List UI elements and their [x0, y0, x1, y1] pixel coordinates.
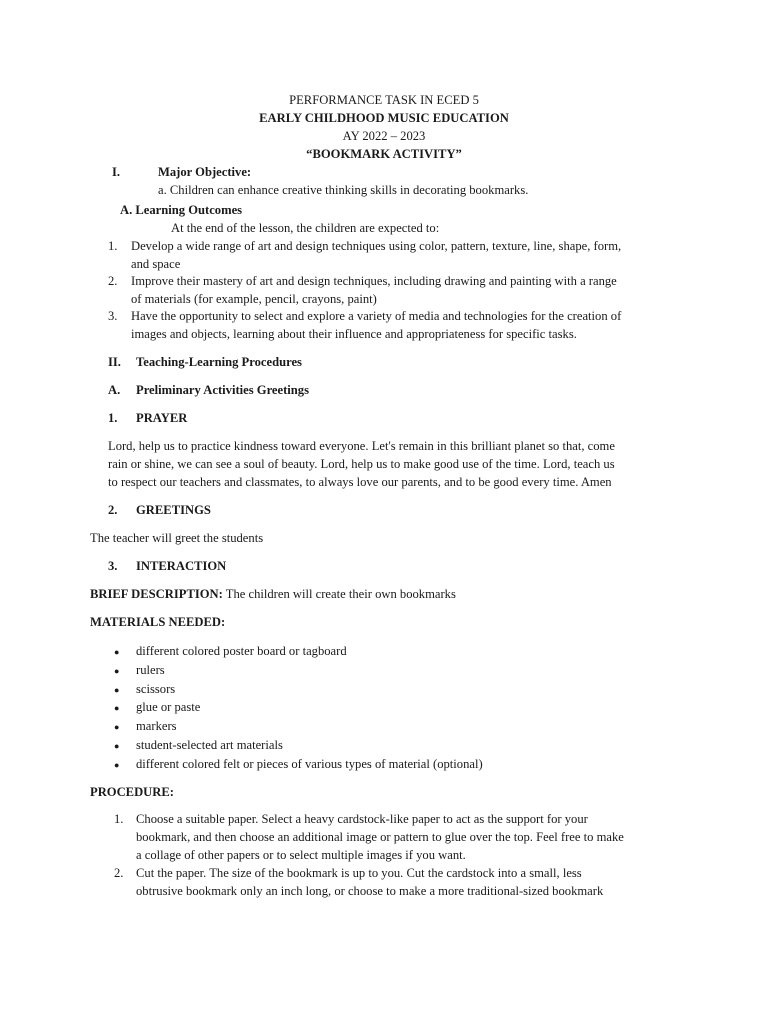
procedure-line: Cut the paper. The size of the bookmark is up to you. Cut the cardstock into a small, less	[136, 866, 582, 880]
materials-title: MATERIALS NEEDED:	[90, 615, 226, 629]
material-text: markers	[136, 719, 177, 734]
procedure-number: 1.	[114, 812, 124, 826]
objective-line	[158, 182, 528, 200]
material-text: rulers	[136, 662, 165, 677]
greetings-text: The teacher will greet the students	[90, 531, 264, 545]
outcome-line: Have the opportunity to select and explore a variety of media and technologies for the creation of	[131, 309, 622, 323]
material-text: scissors	[136, 681, 176, 696]
outcome-line: and space	[131, 257, 181, 271]
interaction-title: INTERACTION	[136, 559, 227, 573]
prayer-line: to respect our teachers and classmates, to always love our parents, and to be good every time. Amen	[108, 475, 612, 489]
outcome-line: Improve their mastery of art and design techniques, including drawing and painting with a range	[131, 274, 617, 288]
header-line-2: EARLY CHILDHOOD MUSIC EDUCATION	[259, 111, 509, 125]
header-title: “BOOKMARK ACTIVITY”	[306, 147, 462, 161]
bullet-icon: ●	[114, 722, 120, 733]
header-line-1: PERFORMANCE TASK IN ECED 5	[289, 93, 479, 107]
outcome-line: Develop a wide range of art and design techniques using color, pattern, texture, line, shape, form,	[131, 239, 622, 253]
bullet-icon: ●	[114, 647, 120, 657]
outcome-line: images and objects, learning about their influence and appropriateness for specific tasks.	[131, 327, 577, 341]
learning-outcomes-title: A. Learning Outcomes	[120, 203, 243, 217]
header-line-3: AY 2022 – 2023	[342, 129, 426, 143]
prayer-number: 1.	[108, 411, 118, 425]
material-text: different colored poster board or tagboard	[136, 644, 347, 658]
bullet-icon: ●	[114, 703, 120, 714]
material-text: different colored felt or pieces of various types of material (optional)	[136, 756, 483, 771]
outcome-line: of materials (for example, pencil, crayons, paint)	[131, 292, 377, 306]
outcome-number: 1.	[108, 239, 118, 253]
procedure-number: 2.	[114, 866, 124, 880]
procedure-line: bookmark, and then choose an additional image or pattern to glue over the top. Feel free to make	[136, 830, 624, 844]
section2-title: Teaching-Learning Procedures	[136, 355, 302, 369]
outcome-number: 2.	[108, 274, 118, 288]
section1-title: Major Objective:	[158, 165, 252, 179]
procedure-line: a collage of other papers or to select multiple images if you want.	[136, 848, 466, 862]
section1-number: I.	[112, 165, 121, 179]
bullet-icon: ●	[114, 741, 120, 751]
prayer-line: rain or shine, we can see a soul of beauty. Lord, help us to make good use of the time. Lord, teach us	[108, 457, 615, 471]
brief-description	[90, 586, 456, 604]
material-text: student-selected art materials	[136, 738, 283, 752]
procedure-line: obtrusive bookmark only an inch long, or choose to make a more traditional-sized bookmark	[136, 884, 604, 898]
interaction-number: 3.	[108, 559, 118, 573]
brief-text: The children will create their own bookmarks	[225, 587, 456, 601]
bullet-icon: ●	[114, 684, 120, 695]
outcome-number: 3.	[108, 309, 118, 323]
learning-outcomes-intro: At the end of the lesson, the children are expected to:	[171, 221, 440, 235]
procedure-title: PROCEDURE:	[90, 785, 174, 799]
preliminary-title: Preliminary Activities Greetings	[136, 383, 310, 397]
procedure-line: Choose a suitable paper. Select a heavy cardstock-like paper to act as the support for your	[136, 812, 588, 826]
brief-label: BRIEF DESCRIPTION:	[90, 587, 223, 601]
bullet-icon: ●	[114, 665, 120, 676]
greetings-title: GREETINGS	[136, 503, 211, 517]
greetings-number: 2.	[108, 503, 118, 517]
bullet-icon: ●	[114, 759, 120, 770]
objective-prefix: a.	[158, 183, 167, 197]
prayer-line: Lord, help us to practice kindness toward everyone. Let's remain in this brilliant planet so that, come	[108, 439, 615, 453]
material-text: glue or paste	[136, 700, 201, 715]
preliminary-number: A.	[108, 383, 121, 397]
section2-number: II.	[108, 355, 121, 369]
prayer-title: PRAYER	[136, 411, 188, 425]
objective-text: Children can enhance creative thinking skills in decorating bookmarks.	[169, 183, 529, 197]
